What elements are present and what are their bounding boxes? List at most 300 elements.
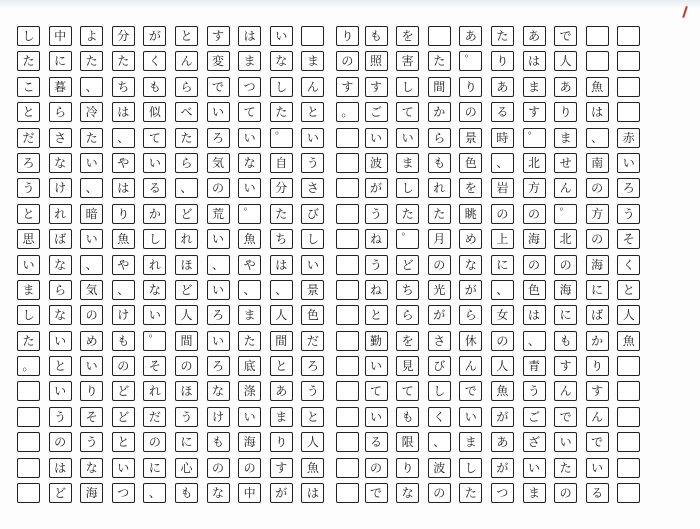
char-box: 海 — [80, 483, 103, 503]
char-box: ゜ — [554, 204, 577, 224]
char-box: の — [80, 305, 103, 325]
grid-cell — [267, 49, 299, 74]
char-box — [336, 483, 359, 503]
grid-cell — [551, 24, 583, 49]
char-box: 、 — [523, 331, 546, 351]
char-box: し — [17, 26, 40, 46]
grid-cell — [14, 430, 46, 455]
grid-cell — [140, 176, 172, 201]
grid-cell — [362, 227, 394, 252]
char-box — [617, 483, 640, 503]
grid-cell — [520, 456, 552, 481]
char-box: ち — [270, 229, 293, 249]
char-box: 、 — [80, 255, 103, 275]
grid-cell — [298, 379, 330, 404]
grid-cell — [583, 329, 615, 354]
char-box: 、 — [112, 280, 135, 300]
char-box: 、 — [80, 77, 103, 97]
char-box — [336, 458, 359, 478]
grid-cell — [46, 278, 78, 303]
grid-cell — [362, 176, 394, 201]
grid-cell — [235, 227, 267, 252]
grid-cell — [46, 456, 78, 481]
grid-cell — [488, 75, 520, 100]
grid-cell — [425, 24, 457, 49]
grid-cell — [109, 151, 141, 176]
char-box: は — [523, 305, 546, 325]
grid-cell — [109, 227, 141, 252]
char-box: り — [459, 77, 482, 97]
grid-cell — [109, 75, 141, 100]
char-box: ど — [396, 255, 419, 275]
char-box: 照 — [365, 51, 388, 71]
char-box: 海 — [554, 280, 577, 300]
grid-cell — [614, 202, 646, 227]
grid-cell — [46, 49, 78, 74]
char-box: 休 — [459, 331, 482, 351]
char-box: た — [270, 204, 293, 224]
char-box — [336, 128, 359, 148]
char-box: い — [365, 356, 388, 376]
char-box: ん — [459, 356, 482, 376]
char-box: よ — [80, 26, 103, 46]
char-box: る — [143, 178, 166, 198]
grid-cell — [298, 354, 330, 379]
char-box — [17, 483, 40, 503]
char-box: も — [207, 432, 230, 452]
grid-cell — [14, 126, 46, 151]
grid-cell — [140, 303, 172, 328]
grid-cell — [204, 430, 236, 455]
grid-cell — [488, 278, 520, 303]
grid-cell — [172, 379, 204, 404]
char-box: い — [554, 432, 577, 452]
grid-cell — [520, 278, 552, 303]
char-box: が — [459, 280, 482, 300]
char-box: 南 — [586, 153, 609, 173]
char-box: ら — [49, 102, 72, 122]
char-box: て — [143, 128, 166, 148]
grid-cell — [393, 430, 425, 455]
char-box — [617, 51, 640, 71]
char-box: 害 — [396, 51, 419, 71]
char-box — [617, 102, 640, 122]
grid-cell — [456, 151, 488, 176]
grid-cell — [235, 329, 267, 354]
char-box: 見 — [396, 356, 419, 376]
char-box: か — [586, 331, 609, 351]
char-box: ば — [586, 305, 609, 325]
char-box: さ — [428, 331, 451, 351]
char-box: い — [80, 229, 103, 249]
char-box: る — [491, 102, 514, 122]
char-box: ま — [396, 153, 419, 173]
grid-cell — [520, 151, 552, 176]
char-box: と — [365, 305, 388, 325]
grid-cell — [393, 253, 425, 278]
char-box: い — [143, 305, 166, 325]
grid-cell — [267, 405, 299, 430]
char-box: ま — [238, 51, 261, 71]
grid-cell — [583, 354, 615, 379]
grid-cell — [393, 354, 425, 379]
grid-cell — [46, 253, 78, 278]
grid-cell — [235, 278, 267, 303]
grid-cell — [140, 202, 172, 227]
char-box: う — [301, 153, 324, 173]
char-box: で — [459, 381, 482, 401]
char-box: の — [428, 483, 451, 503]
grid-cell — [46, 202, 78, 227]
char-box: な — [49, 255, 72, 275]
char-box: ん — [586, 407, 609, 427]
char-box — [336, 229, 359, 249]
char-box: た — [17, 51, 40, 71]
grid-cell — [456, 456, 488, 481]
grid-cell — [393, 49, 425, 74]
grid-cell — [14, 379, 46, 404]
char-box: い — [207, 229, 230, 249]
char-box: の — [428, 255, 451, 275]
grid-cell — [614, 253, 646, 278]
grid-cell — [520, 202, 552, 227]
grid-cell — [140, 405, 172, 430]
char-box: だ — [301, 331, 324, 351]
grid-cell — [109, 49, 141, 74]
char-box — [586, 26, 609, 46]
char-box: だ — [17, 128, 40, 148]
char-box: ま — [238, 305, 261, 325]
char-box — [617, 432, 640, 452]
grid-cell — [235, 126, 267, 151]
grid-cell — [298, 100, 330, 125]
grid-cell — [46, 329, 78, 354]
grid-cell — [583, 456, 615, 481]
grid-cell — [267, 202, 299, 227]
char-box: も — [554, 331, 577, 351]
char-box: を — [396, 26, 419, 46]
grid-cell — [77, 456, 109, 481]
grid-cell — [235, 354, 267, 379]
grid-cell — [298, 278, 330, 303]
char-box: ね — [365, 280, 388, 300]
char-box: た — [80, 128, 103, 148]
char-box: う — [175, 407, 198, 427]
char-box: ま — [270, 407, 293, 427]
grid-cell — [425, 354, 457, 379]
char-box: や — [112, 153, 135, 173]
grid-cell — [330, 202, 362, 227]
grid-cell — [456, 75, 488, 100]
char-box: あ — [491, 432, 514, 452]
char-box: ら — [49, 280, 72, 300]
grid-cell — [235, 481, 267, 506]
char-box: 、 — [112, 128, 135, 148]
grid-cell — [109, 405, 141, 430]
grid-cell — [551, 278, 583, 303]
grid-cell — [425, 405, 457, 430]
grid-cell — [425, 151, 457, 176]
grid-cell — [425, 456, 457, 481]
char-box: ゜ — [523, 128, 546, 148]
grid-cell — [362, 379, 394, 404]
char-box: 底 — [238, 356, 261, 376]
grid-cell — [235, 100, 267, 125]
grid-cell — [77, 405, 109, 430]
grid-cell — [425, 49, 457, 74]
char-box: の — [365, 458, 388, 478]
char-box: で — [207, 77, 230, 97]
char-box: の — [554, 483, 577, 503]
char-box: ど — [112, 407, 135, 427]
char-box: 魚 — [112, 229, 135, 249]
grid-cell — [456, 329, 488, 354]
char-box: 変 — [207, 51, 230, 71]
char-box: ろ — [617, 178, 640, 198]
char-box: ん — [175, 51, 198, 71]
char-box: ゜ — [270, 128, 293, 148]
grid-cell — [140, 253, 172, 278]
char-box: う — [301, 381, 324, 401]
grid-cell — [456, 253, 488, 278]
grid-cell — [14, 49, 46, 74]
char-box: 涤 — [238, 381, 261, 401]
char-box: 波 — [428, 458, 451, 478]
char-box: ほ — [175, 255, 198, 275]
char-box: 冷 — [80, 102, 103, 122]
char-box: の — [586, 229, 609, 249]
char-box: す — [586, 381, 609, 401]
char-box: す — [336, 77, 359, 97]
grid-cell — [298, 227, 330, 252]
grid-cell — [14, 24, 46, 49]
char-box: と — [175, 26, 198, 46]
grid-cell — [330, 405, 362, 430]
grid-cell — [109, 456, 141, 481]
char-box: い — [270, 26, 293, 46]
grid-cell — [140, 456, 172, 481]
char-box: け — [112, 305, 135, 325]
grid-cell — [140, 227, 172, 252]
grid-cell — [14, 75, 46, 100]
char-box: 岩 — [491, 178, 514, 198]
char-box: ほ — [175, 381, 198, 401]
char-box: べ — [175, 102, 198, 122]
grid-cell — [46, 151, 78, 176]
grid-cell — [77, 100, 109, 125]
char-box: い — [112, 458, 135, 478]
grid-cell — [393, 456, 425, 481]
grid-cell — [456, 430, 488, 455]
grid-cell — [551, 253, 583, 278]
char-box: ゜ — [396, 229, 419, 249]
char-box: は — [49, 458, 72, 478]
grid-cell — [204, 405, 236, 430]
grid-cell — [109, 430, 141, 455]
grid-cell — [330, 75, 362, 100]
grid-cell — [583, 481, 615, 506]
char-box: の — [336, 51, 359, 71]
grid-cell — [330, 253, 362, 278]
char-box: の — [554, 255, 577, 275]
grid-cell — [298, 151, 330, 176]
grid-cell — [140, 126, 172, 151]
grid-cell — [614, 75, 646, 100]
char-box — [336, 407, 359, 427]
grid-cell — [235, 405, 267, 430]
char-box: い — [207, 331, 230, 351]
grid-cell — [109, 24, 141, 49]
grid-cell — [77, 278, 109, 303]
grid-cell — [77, 24, 109, 49]
grid-cell — [520, 49, 552, 74]
grid-cell — [267, 151, 299, 176]
grid-cell — [330, 379, 362, 404]
char-box: さ — [49, 128, 72, 148]
grid-cell — [425, 430, 457, 455]
char-box: の — [491, 204, 514, 224]
grid-cell — [140, 430, 172, 455]
char-box: る — [586, 483, 609, 503]
grid-cell — [298, 176, 330, 201]
grid-cell — [267, 227, 299, 252]
char-box: あ — [459, 26, 482, 46]
char-box: び — [428, 356, 451, 376]
grid-cell — [140, 24, 172, 49]
char-box: な — [49, 153, 72, 173]
grid-cell — [488, 227, 520, 252]
grid-cell — [235, 202, 267, 227]
char-box: 限 — [396, 432, 419, 452]
grid-cell — [551, 151, 583, 176]
grid-cell — [425, 100, 457, 125]
char-box: あ — [270, 381, 293, 401]
grid-cell — [172, 354, 204, 379]
char-box: 色 — [523, 280, 546, 300]
grid-cell — [77, 329, 109, 354]
grid-cell — [520, 303, 552, 328]
char-box: す — [365, 77, 388, 97]
grid-cell — [551, 456, 583, 481]
grid-cell — [204, 379, 236, 404]
grid-cell — [77, 354, 109, 379]
grid-cell — [393, 24, 425, 49]
grid-cell — [551, 176, 583, 201]
char-box: れ — [175, 229, 198, 249]
char-box: は — [238, 26, 261, 46]
grid-cell — [520, 354, 552, 379]
grid-cell — [488, 151, 520, 176]
grid-cell — [267, 329, 299, 354]
char-box — [17, 432, 40, 452]
char-box: ち — [112, 77, 135, 97]
grid-cell — [456, 202, 488, 227]
grid-cell — [551, 379, 583, 404]
char-box: り — [586, 356, 609, 376]
char-box: す — [523, 102, 546, 122]
char-box: ら — [428, 128, 451, 148]
char-box: う — [17, 178, 40, 198]
grid-cell — [425, 253, 457, 278]
grid-cell — [330, 24, 362, 49]
char-box: と — [270, 356, 293, 376]
char-box: い — [207, 280, 230, 300]
char-box: ざ — [523, 432, 546, 452]
grid-cell — [425, 176, 457, 201]
char-box: そ — [617, 229, 640, 249]
grid-cell — [298, 481, 330, 506]
char-box: は — [586, 102, 609, 122]
grid-cell — [109, 176, 141, 201]
char-box: で — [586, 432, 609, 452]
char-box: 心 — [175, 458, 198, 478]
grid-cell — [520, 379, 552, 404]
char-box: 月 — [428, 229, 451, 249]
char-box: 暗 — [80, 204, 103, 224]
grid-cell — [520, 329, 552, 354]
char-box — [336, 255, 359, 275]
grid-cell — [204, 202, 236, 227]
char-box: つ — [112, 483, 135, 503]
grid-cell — [362, 278, 394, 303]
char-box: は — [523, 51, 546, 71]
char-box: 光 — [428, 280, 451, 300]
char-box: ま — [554, 128, 577, 148]
grid-cell — [140, 151, 172, 176]
grid-cell — [362, 303, 394, 328]
grid-cell — [172, 405, 204, 430]
grid-cell — [362, 202, 394, 227]
grid-cell — [551, 227, 583, 252]
grid-cell — [456, 126, 488, 151]
grid-cell — [298, 202, 330, 227]
grid-cell — [267, 176, 299, 201]
char-box: か — [428, 102, 451, 122]
grid-cell — [551, 202, 583, 227]
grid-cell — [172, 24, 204, 49]
grid-cell — [267, 253, 299, 278]
char-box: い — [365, 128, 388, 148]
grid-cell — [330, 329, 362, 354]
grid-cell — [583, 151, 615, 176]
grid-cell — [14, 202, 46, 227]
char-box: い — [365, 407, 388, 427]
char-box: つ — [238, 77, 261, 97]
char-box: さ — [301, 178, 324, 198]
char-box: 分 — [270, 178, 293, 198]
char-box — [336, 178, 359, 198]
char-box: た — [17, 331, 40, 351]
char-box: 。 — [17, 356, 40, 376]
char-box: い — [238, 407, 261, 427]
grid-cell — [362, 24, 394, 49]
grid-cell — [551, 329, 583, 354]
char-box: 青 — [523, 356, 546, 376]
char-box — [617, 407, 640, 427]
grid-cell — [614, 405, 646, 430]
grid-cell — [298, 24, 330, 49]
char-box: と — [49, 356, 72, 376]
char-box: が — [143, 26, 166, 46]
grid-cell — [583, 227, 615, 252]
grid-cell — [172, 430, 204, 455]
char-box: 気 — [207, 153, 230, 173]
char-box — [336, 280, 359, 300]
grid-cell — [425, 227, 457, 252]
char-box: 思 — [17, 229, 40, 249]
grid-cell — [298, 456, 330, 481]
char-box: り — [491, 51, 514, 71]
